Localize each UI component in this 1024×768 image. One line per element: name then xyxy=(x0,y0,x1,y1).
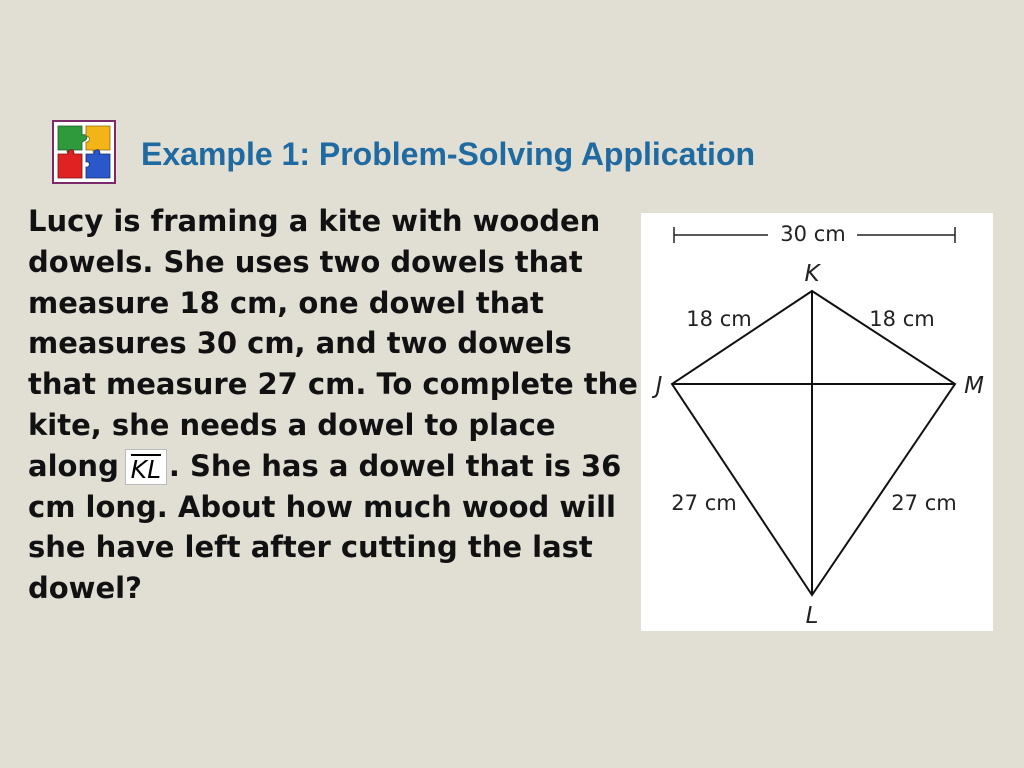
segment-kl-notation xyxy=(125,449,167,485)
segment-label: KL xyxy=(130,454,161,484)
problem-text-before: Lucy is framing a kite with wooden dowels. She uses two dowels that measure 18 cm, one dowel that measures 30 cm, and two dowels that measure 27 cm. To complete the kite, she needs a dowel to place along xyxy=(28,204,638,483)
vertex-m-label: M xyxy=(964,373,984,399)
puzzle-icon-graphic xyxy=(54,122,114,182)
width-label: 30 cm xyxy=(780,222,846,246)
kite-diagram xyxy=(641,213,993,631)
side-jk-label: 18 cm xyxy=(686,307,752,331)
vertex-k-label: K xyxy=(804,261,820,287)
vertex-l-label: L xyxy=(805,603,819,629)
vertex-j-label: J xyxy=(655,373,663,399)
side-km-label: 18 cm xyxy=(869,307,935,331)
problem-text xyxy=(28,201,638,609)
slide-title: Example 1: Problem-Solving Application xyxy=(141,136,756,172)
side-jl-label: 27 cm xyxy=(671,491,737,515)
puzzle-icon xyxy=(52,120,116,184)
kite-figure xyxy=(641,213,993,631)
side-ml-label: 27 cm xyxy=(891,491,957,515)
problem-text-after: . She has a dowel that is 36 cm long. About how much wood will she have left after cutting the last dowel? xyxy=(28,448,622,606)
kite-outline xyxy=(672,291,955,595)
